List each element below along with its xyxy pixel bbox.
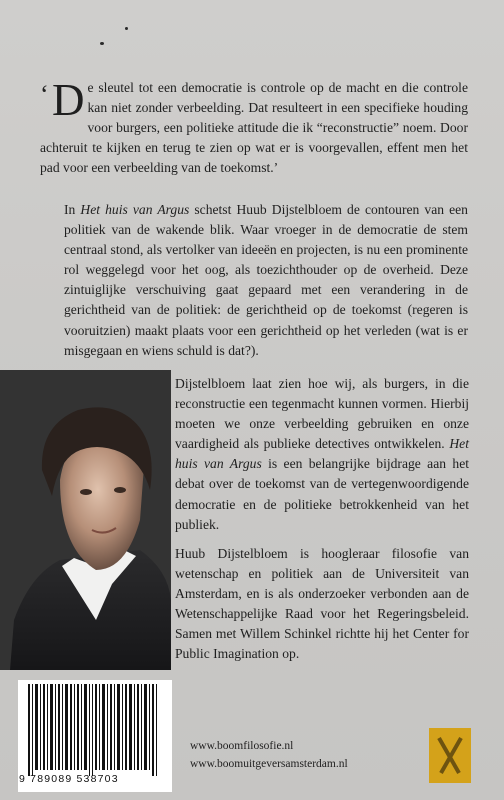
paragraph-argument xyxy=(175,374,469,535)
para1-text: schetst Huub Dijstelbloem de contouren van een politiek van de wakende blik. Waar vroeger in de democratie de stem centraal stond, als vertolker van ideeën en projecten, is nu een prominente rol weggelegd voor het oog, als toezichthouder op de overheid. Deze zintuiglijke verschuiving gaat gepaard met een verandering in de gerichtheid van de politiek: de gerichtheid op de toekomst (regeren is vooruitzien) maakt plaats voor een gerichtheid op het verleden (wat is er misgegaan en wiens schuld is dat?). xyxy=(64,202,468,358)
quote-open-mark: ‘ xyxy=(40,80,49,109)
opening-quote xyxy=(40,75,468,178)
url-boomuitgevers[interactable]: www.boomuitgeversamsterdam.nl xyxy=(190,758,348,770)
print-speck xyxy=(125,27,128,30)
isbn-number: 9 789089 538703 xyxy=(19,773,119,785)
quote-text: e sleutel tot een democratie is controle op de macht en die controle kan niet zonder verbeelding. Dat resulteert in een specifieke houding voor burgers, een politieke attitude die ik “reconstructie” noem. Door achteruit te kijken en terug te zien op wat er is voorgevallen, effent men het pad voor een verbeelding van de toekomst.’ xyxy=(40,80,468,176)
paragraph-summary xyxy=(64,200,468,361)
url-boomfilosofie[interactable]: www.boomfilosofie.nl xyxy=(190,740,294,752)
author-bio xyxy=(175,544,469,665)
para2-text-b: is een belangrijke bijdrage aan het debat over de toekomst van de vertegenwoordigende democratie en de politieke betrokkenheid van het publiek. xyxy=(175,456,470,532)
book-title: Het huis van Argus xyxy=(80,202,190,217)
publisher-logo xyxy=(429,728,471,783)
dropcap-letter: D xyxy=(52,75,85,125)
author-photo xyxy=(0,370,171,670)
barcode-bars xyxy=(18,684,172,780)
author-bio-text: Huub Dijstelbloem is hoogleraar filosofie van wetenschap en politiek aan de Universiteit van Amsterdam, en is als onderzoeker verbonden aan de Wetenschappelijke Raad voor het Regeringsbeleid. Samen met Willem Schinkel richtte hij het Center for Public Imagination op. xyxy=(175,546,469,662)
author-portrait-image xyxy=(0,370,171,670)
para2-text-a: Dijstelbloem laat zien hoe wij, als burgers, in die reconstructie een tegenmacht kunnen vormen. Hierbij moeten we onze verbeelding gebruiken en onze vaardigheid als publieke detectives ontwikkelen. xyxy=(175,376,469,452)
print-speck xyxy=(100,42,104,45)
para1-lead: In xyxy=(64,202,81,217)
publisher-urls xyxy=(190,737,348,773)
book-title: Het huis van Argus xyxy=(175,436,469,472)
